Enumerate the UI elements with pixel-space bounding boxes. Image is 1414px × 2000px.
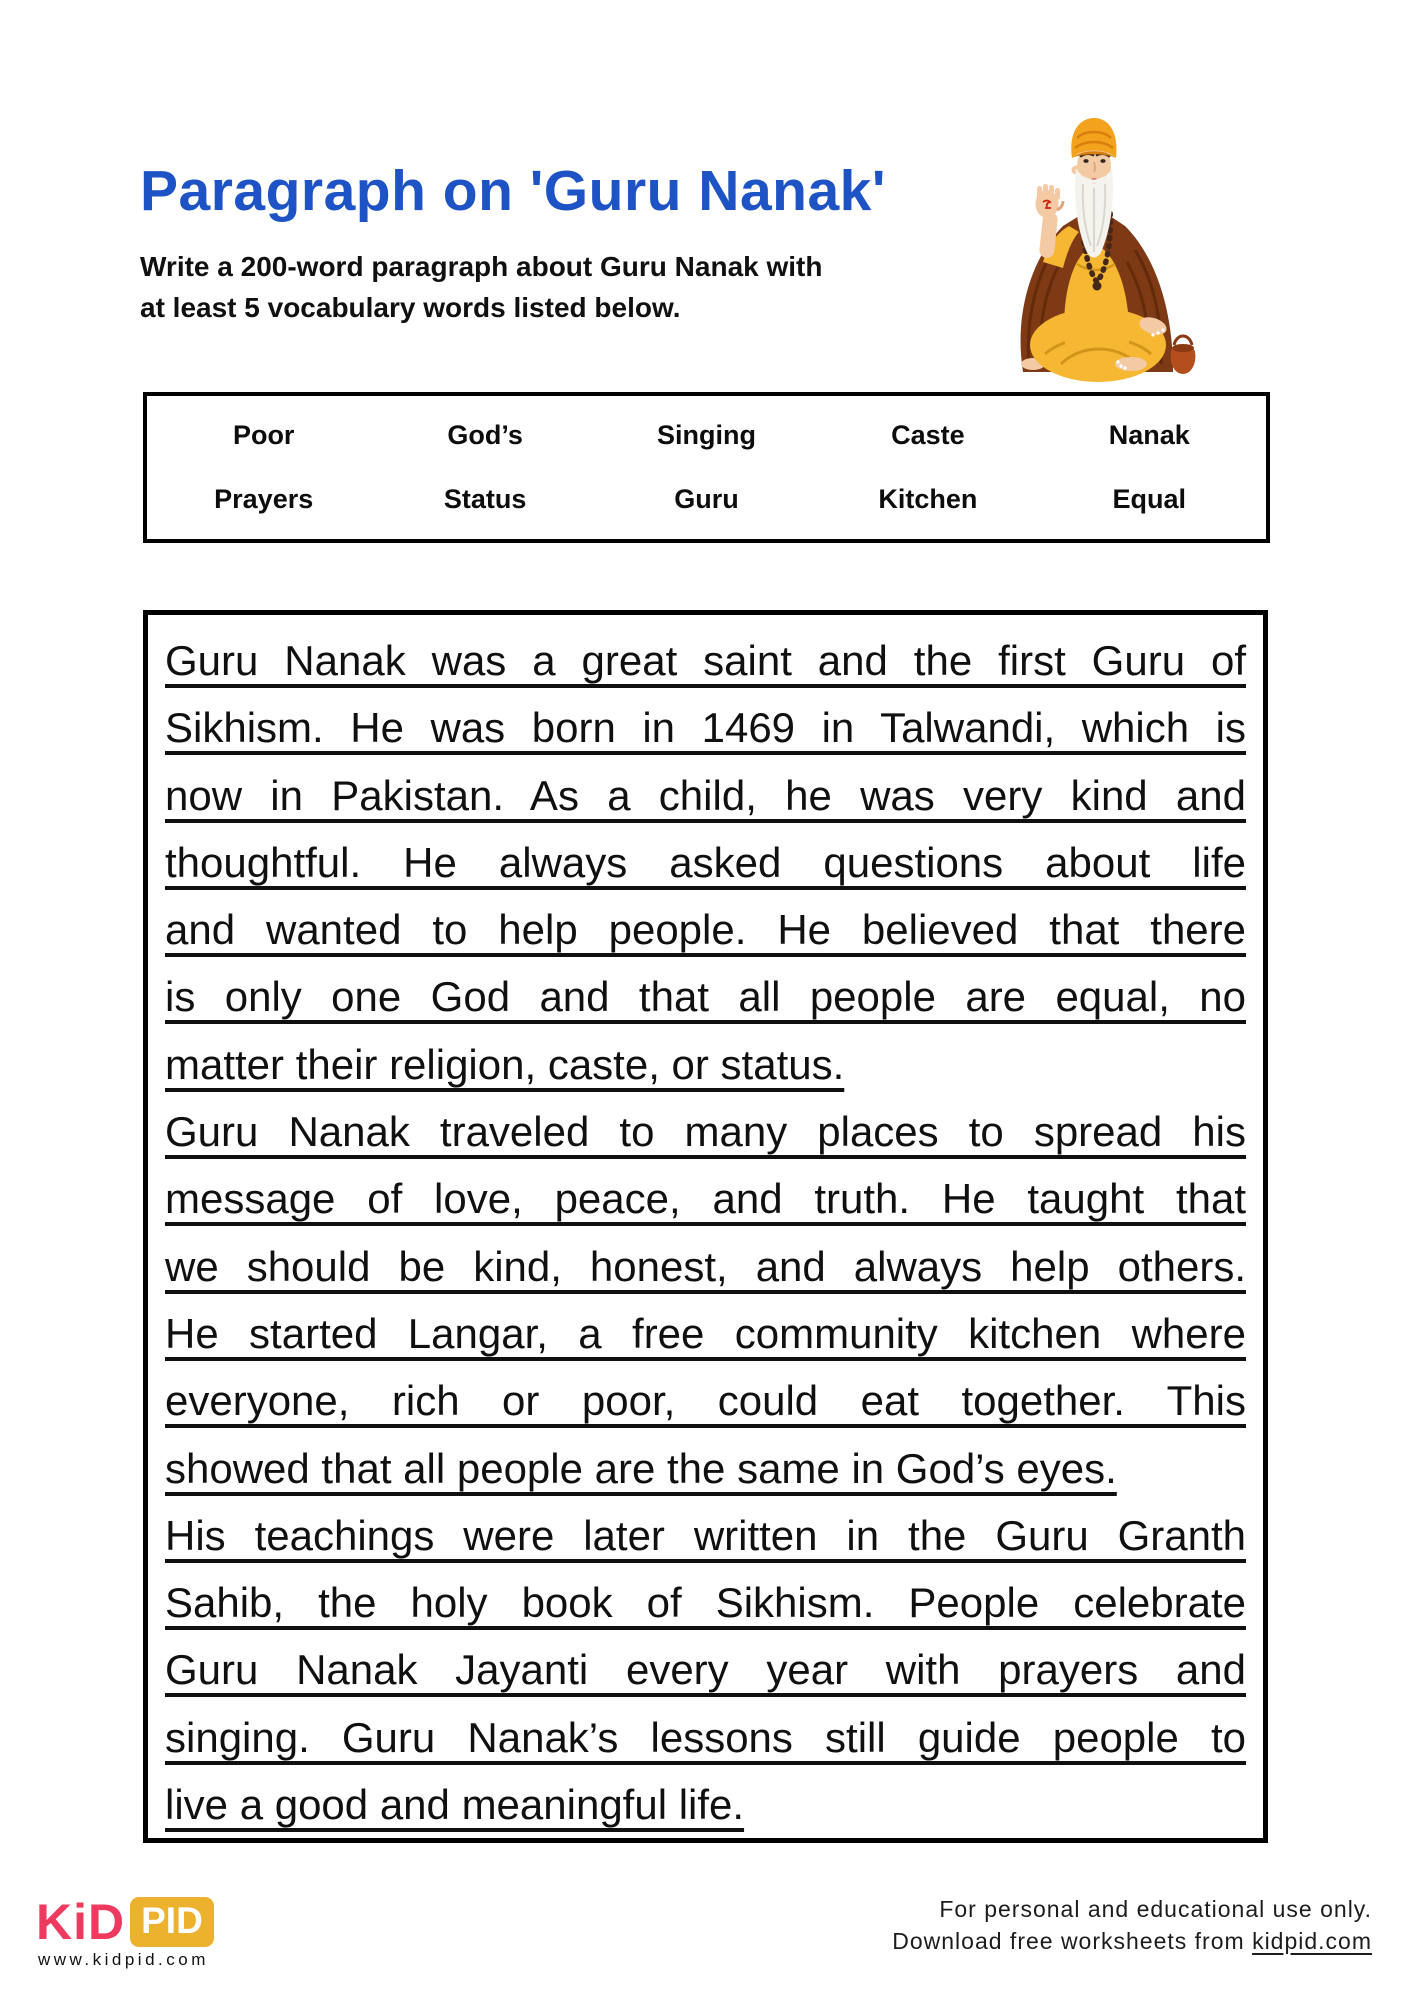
footer-usage-note xyxy=(892,1893,1372,1957)
vocabulary-box xyxy=(143,392,1270,543)
paragraph-line: live a good and meaningful life. xyxy=(165,1781,745,1829)
paragraph-line: message of love, peace, and truth. He taught that xyxy=(165,1175,1246,1223)
vocab-word: Equal xyxy=(1112,483,1187,514)
instructions-line-1: Write a 200-word paragraph about Guru Nanak with xyxy=(140,251,823,282)
paragraph-line: Guru Nanak Jayanti every year with prayers and xyxy=(165,1646,1246,1694)
paragraph-line: showed that all people are the same in God’s eyes. xyxy=(165,1444,1117,1492)
paragraph-line: and wanted to help people. He believed that there xyxy=(165,906,1246,954)
usage-note-line-1: For personal and educational use only. xyxy=(939,1896,1372,1922)
page-title: Paragraph on 'Guru Nanak' xyxy=(140,159,886,223)
paragraph-line: everyone, rich or poor, could eat together. This xyxy=(165,1377,1246,1425)
paragraph-line: Sikhism. He was born in 1469 in Talwandi, which is xyxy=(165,704,1246,752)
kidpid-logo-kid: KiD xyxy=(36,1894,126,1950)
guru-nanak-illustration xyxy=(985,104,1209,388)
kidpid-logo-pid: PID xyxy=(130,1897,214,1947)
paragraph-line: is only one God and that all people are equal, no xyxy=(165,973,1246,1021)
paragraph-line: Sahib, the holy book of Sikhism. People celebrate xyxy=(165,1579,1246,1627)
vocab-word: God’s xyxy=(447,420,523,451)
paragraph-line: thoughtful. He always asked questions about life xyxy=(165,838,1246,886)
vocab-word: Status xyxy=(443,483,527,514)
kidpid-logo xyxy=(36,1893,214,1951)
kidpid-website-text: www.kidpid.com xyxy=(38,1950,209,1969)
vocab-word: Singing xyxy=(657,420,756,451)
paragraph-line: now in Pakistan. As a child, he was very kind and xyxy=(165,771,1246,819)
instructions-line-2: at least 5 vocabulary words listed below. xyxy=(140,292,681,323)
vocab-word: Nanak xyxy=(1108,420,1190,451)
vocab-word: Caste xyxy=(891,420,965,451)
kidpid-link[interactable]: kidpid.com xyxy=(1252,1928,1372,1954)
usage-note-prefix: Download free worksheets from xyxy=(892,1928,1253,1954)
paragraph-line: singing. Guru Nanak’s lessons still guide people to xyxy=(165,1713,1246,1761)
paragraph-line: we should be kind, honest, and always help others. xyxy=(165,1242,1246,1290)
vocab-word: Prayers xyxy=(214,483,314,514)
vocab-word: Guru xyxy=(674,483,739,514)
paragraph-box xyxy=(143,610,1268,1843)
usage-note-line-2 xyxy=(892,1925,1372,1957)
page-instructions xyxy=(140,246,823,328)
paragraph-line: matter their religion, caste, or status. xyxy=(165,1040,845,1088)
vocab-word: Kitchen xyxy=(878,483,978,514)
vocab-word: Poor xyxy=(232,420,295,451)
paragraph-line: He started Langar, a free community kitchen where xyxy=(165,1309,1246,1357)
paragraph-line: Guru Nanak was a great saint and the first Guru of xyxy=(165,637,1246,684)
paragraph-line: Guru Nanak traveled to many places to spread his xyxy=(165,1108,1246,1156)
paragraph-line: His teachings were later written in the Guru Granth xyxy=(165,1511,1246,1559)
